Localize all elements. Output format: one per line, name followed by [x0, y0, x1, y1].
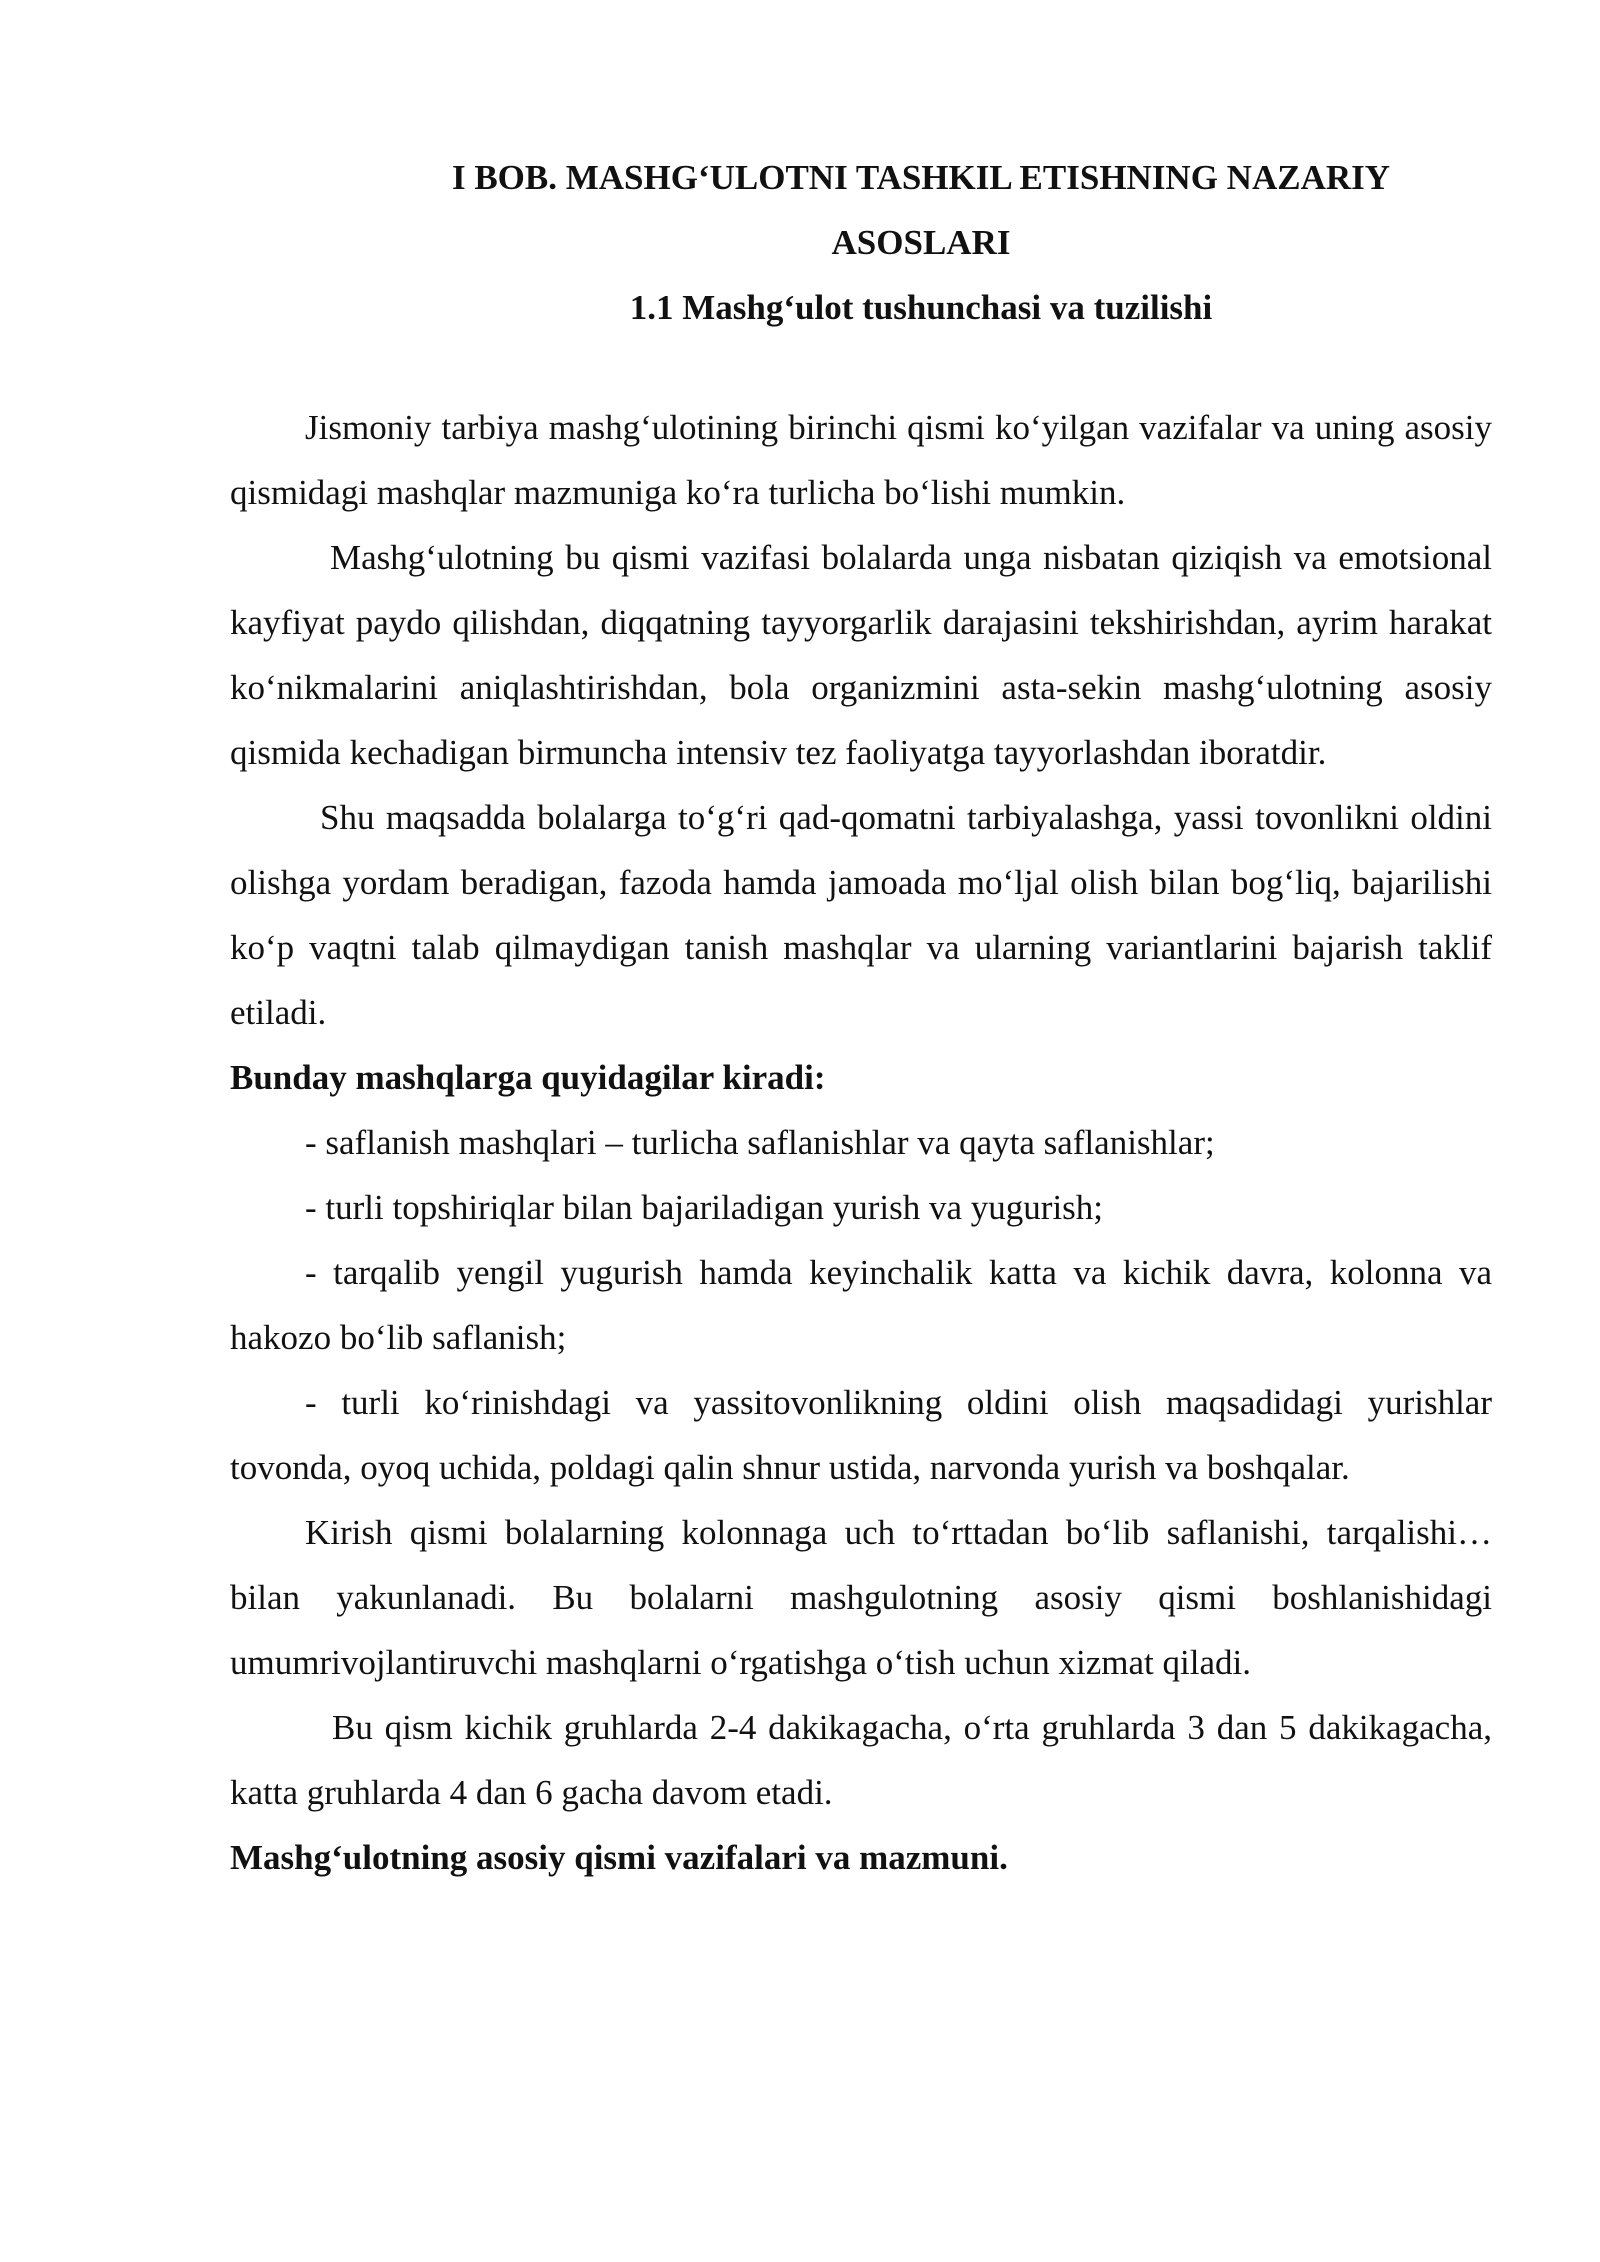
- list-heading: Bunday mashqlarga quyidagilar kiradi:: [230, 1058, 826, 1097]
- paragraph-2: Mashg‘ulotning bu qismi vazifasi bolalarda unga nisbatan qiziqish va emotsional kayfiyat paydo qilishdan, diqqatning tayyorgarlik darajasini tekshirishdan, ayrim harakat ko‘nikmalarini aniqlashtirishdan, bola organizmini asta-sekin mashg‘ulotning asosiy qismida kechadigan birmuncha intensiv tez faoliyatga tayyorlashdan iboratdir.: [230, 538, 1492, 772]
- paragraph-4: Kirish qismi bolalarning kolonnaga uch to‘rttadan bo‘lib saflanishi, tarqalishi… bilan yakunlanadi. Bu bolalarni mashgulotning asosiy qismi boshlanishidagi umumrivojlantiruvchi mashqlarni o‘rgatishga o‘tish uchun xizmat qiladi.: [230, 1513, 1492, 1682]
- list-item: - turli ko‘rinishdagi va yassitovonlikning oldini olish maqsadidagi yurishlar tovonda, oyoq uchida, poldagi qalin shnur ustida, narvonda yurish va boshqalar.: [230, 1383, 1492, 1487]
- list-item: - tarqalib yengil yugurish hamda keyinchalik katta va kichik davra, kolonna va hakozo bo‘lib saflanish;: [230, 1253, 1492, 1357]
- chapter-title-line1: I BOB. MASHG‘ULOTNI TASHKIL ETISHNING NAZARIY: [451, 158, 1391, 197]
- paragraph-1: Jismoniy tarbiya mashg‘ulotining birinchi qismi ko‘yilgan vazifalar va uning asosiy qismidagi mashqlar mazmuniga ko‘ra turlicha bo‘lishi mumkin.: [230, 408, 1492, 512]
- chapter-title-line2: ASOSLARI: [831, 223, 1011, 262]
- closing-heading: Mashg‘ulotning asosiy qismi vazifalari va mazmuni.: [230, 1838, 1008, 1877]
- paragraph-3: Shu maqsadda bolalarga to‘g‘ri qad-qomatni tarbiyalashga, yassi tovonlikni oldini olishga yordam beradigan, fazoda hamda jamoada mo‘ljal olish bilan bog‘liq, bajarilishi ko‘p vaqtni talab qilmaydigan tanish mashqlar va ularning variantlarini bajarish taklif etiladi.: [230, 798, 1492, 1032]
- list-item: - saflanish mashqlari – turlicha saflanishlar va qayta saflanishlar;: [305, 1123, 1215, 1162]
- document-page: [230, 145, 1492, 1890]
- list-item: - turli topshiriqlar bilan bajariladigan yurish va yugurish;: [305, 1188, 1104, 1227]
- paragraph-5: Bu qism kichik gruhlarda 2-4 dakikagacha, o‘rta gruhlarda 3 dan 5 dakikagacha, katta gruhlarda 4 dan 6 gacha davom etadi.: [230, 1708, 1492, 1812]
- section-title: 1.1 Mashg‘ulot tushunchasi va tuzilishi: [629, 288, 1213, 327]
